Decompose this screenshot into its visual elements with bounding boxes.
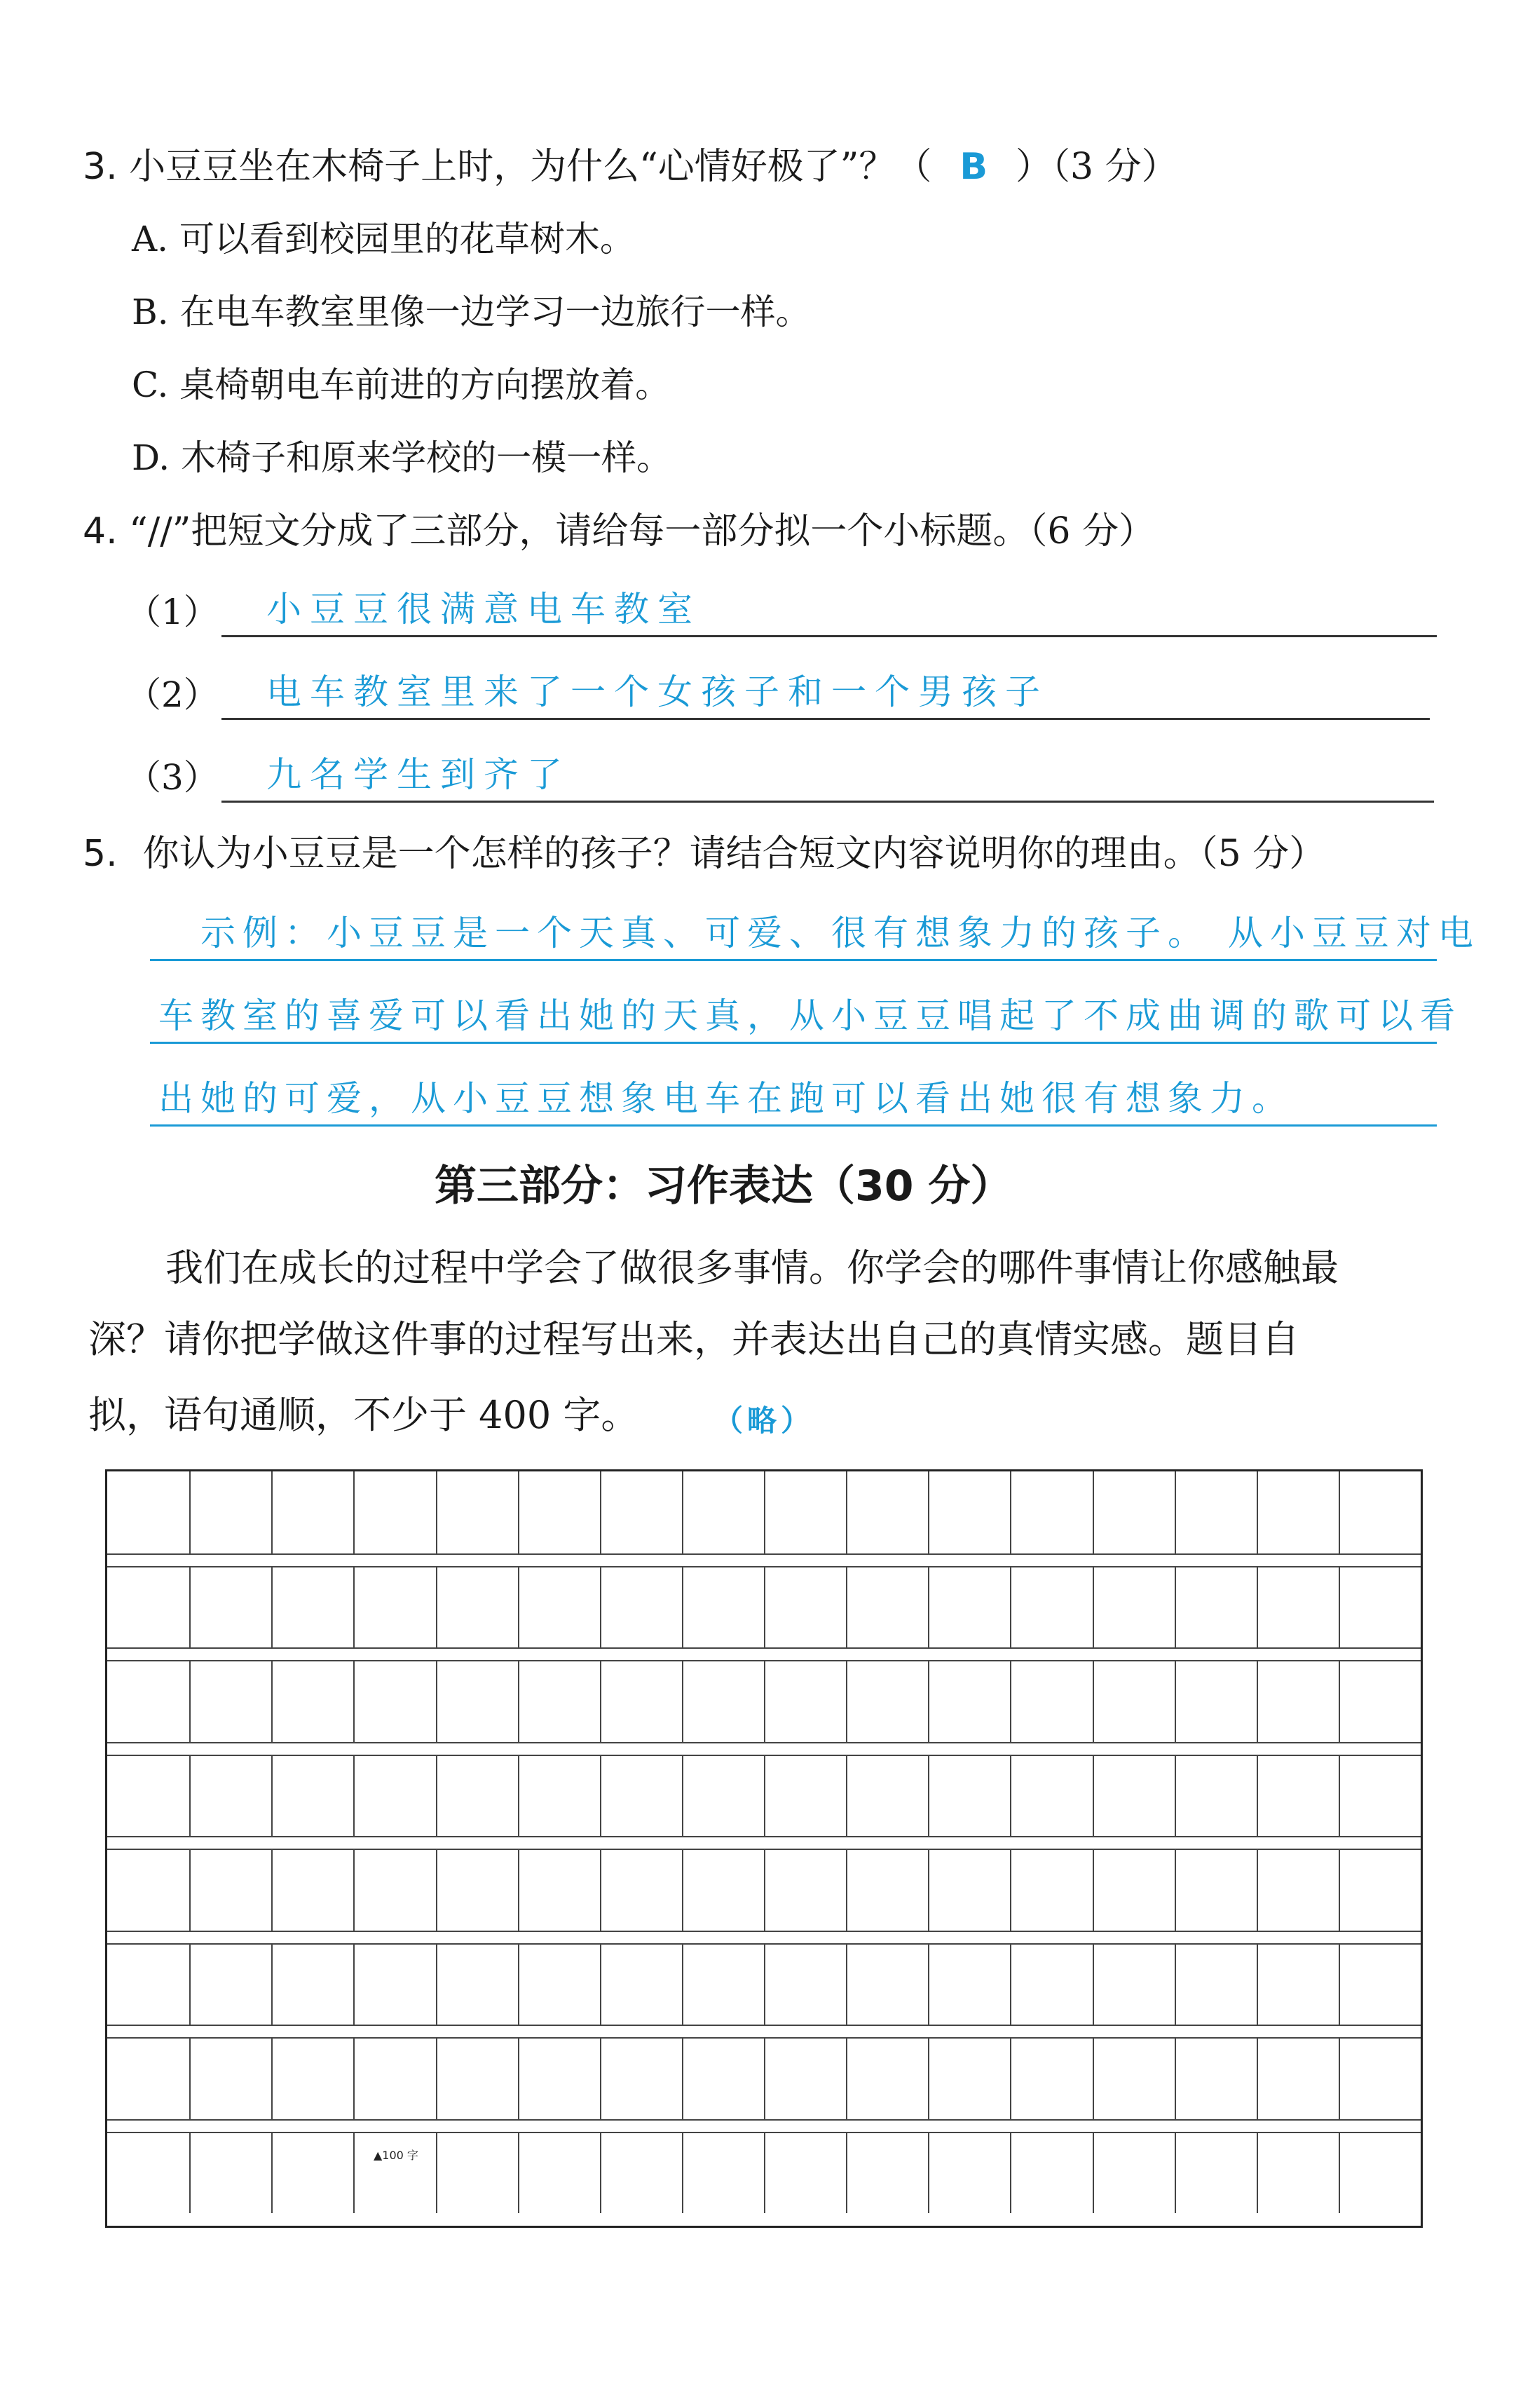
- grid-cell-divider: [1257, 1471, 1258, 1553]
- grid-cell-divider: [1257, 1566, 1258, 1648]
- grid-cell-divider: [1339, 1566, 1340, 1648]
- grid-cell-divider: [600, 1943, 601, 2025]
- grid-cell-divider: [189, 2037, 191, 2119]
- grid-cell-divider: [1339, 1471, 1340, 1553]
- grid-cell-divider: [436, 1471, 437, 1553]
- section-3-prompt-line-1: 我们在成长的过程中学会了做很多事情。你学会的哪件事情让你感触最: [165, 1246, 1339, 1290]
- grid-100-char-mark: ▲100 字: [374, 2149, 418, 2162]
- grid-cell-divider: [271, 2037, 273, 2119]
- grid-cell-divider: [1257, 1755, 1258, 1837]
- grid-cell-divider: [353, 1849, 355, 1931]
- grid-cell-divider: [846, 1755, 847, 1837]
- grid-cell-divider: [1010, 1943, 1011, 2025]
- question-5-text: 你认为小豆豆是一个怎样的孩子？请结合短文内容说明你的理由。（5 分）: [142, 833, 1326, 875]
- q4-item-1-answer: 小豆豆很满意电车教室: [266, 589, 701, 630]
- question-3: [83, 146, 1178, 188]
- q5-answer-rule-1: [150, 959, 1437, 961]
- grid-cell-divider: [682, 1471, 683, 1553]
- question-4: [83, 510, 1155, 552]
- q3-option-d: D. 木椅子和原来学校的一模一样。: [132, 437, 672, 478]
- grid-cell-divider: [271, 1943, 273, 2025]
- q5-answer-rule-2: [150, 1042, 1437, 1044]
- grid-row-line: [107, 2025, 1421, 2026]
- grid-cell-divider: [682, 1849, 683, 1931]
- grid-cell-divider: [1093, 1943, 1094, 2025]
- grid-cell-divider: [436, 1660, 437, 1742]
- q4-item-3-label: （3）: [126, 757, 219, 798]
- grid-cell-divider: [518, 1471, 519, 1553]
- question-3-number: 3.: [83, 146, 118, 188]
- q4-item-3-line: [221, 801, 1434, 803]
- grid-cell-divider: [1010, 1471, 1011, 1553]
- grid-cell-divider: [682, 2037, 683, 2119]
- grid-cell-divider: [271, 1471, 273, 1553]
- grid-cell-divider: [1010, 1849, 1011, 1931]
- grid-cell-divider: [682, 1755, 683, 1837]
- grid-cell-divider: [682, 1943, 683, 2025]
- question-5-number: 5.: [83, 833, 118, 875]
- question-3-tail: ）（3 分）: [1015, 146, 1178, 188]
- grid-cell-divider: [846, 1471, 847, 1553]
- section-3-title: 第三部分：习作表达（30 分）: [435, 1162, 1013, 1211]
- grid-cell-divider: [436, 1566, 437, 1648]
- grid-cell-divider: [928, 1849, 929, 1931]
- q4-item-1-line: [221, 635, 1437, 637]
- grid-row-line: [107, 1931, 1421, 1932]
- q5-answer-line-3: 出她的可爱，从小豆豆想象电车在跑可以看出她很有想象力。: [158, 1078, 1294, 1119]
- grid-cell-divider: [353, 2037, 355, 2119]
- grid-cell-divider: [1093, 1755, 1094, 1837]
- section-3-prompt-line-2: 深？请你把学做这件事的过程写出来，并表达出自己的真情实感。题目自: [88, 1317, 1299, 1361]
- grid-cell-divider: [1339, 2132, 1340, 2214]
- grid-cell-divider: [189, 2132, 191, 2214]
- grid-cell-divider: [436, 1849, 437, 1931]
- grid-cell-divider: [1175, 1471, 1176, 1553]
- grid-cell-divider: [271, 1849, 273, 1931]
- grid-cell-divider: [518, 2037, 519, 2119]
- grid-cell-divider: [1010, 1566, 1011, 1648]
- grid-cell-divider: [1093, 1849, 1094, 1931]
- grid-cell-divider: [1257, 2132, 1258, 2214]
- grid-cell-divider: [436, 1943, 437, 2025]
- grid-cell-divider: [600, 1566, 601, 1648]
- question-5: [83, 833, 1326, 875]
- grid-cell-divider: [1175, 1755, 1176, 1837]
- grid-cell-divider: [846, 1660, 847, 1742]
- grid-cell-divider: [764, 1849, 765, 1931]
- q3-option-b: B. 在电车教室里像一边学习一边旅行一样。: [132, 292, 811, 332]
- grid-cell-divider: [764, 1471, 765, 1553]
- grid-cell-divider: [518, 1755, 519, 1837]
- grid-cell-divider: [189, 1755, 191, 1837]
- grid-row-line: [107, 2119, 1421, 2121]
- grid-cell-divider: [436, 2132, 437, 2214]
- grid-row-line: [107, 1647, 1421, 1649]
- grid-cell-divider: [436, 1755, 437, 1837]
- grid-cell-divider: [1175, 1943, 1176, 2025]
- grid-cell-divider: [1010, 2132, 1011, 2214]
- grid-row-line: [107, 1836, 1421, 1837]
- q4-item-2-label: （2）: [126, 674, 219, 715]
- grid-cell-divider: [271, 1566, 273, 1648]
- grid-cell-divider: [1339, 1943, 1340, 2025]
- grid-cell-divider: [682, 1566, 683, 1648]
- q4-item-1-label: （1）: [126, 592, 219, 632]
- grid-cell-divider: [600, 1471, 601, 1553]
- grid-cell-divider: [189, 1849, 191, 1931]
- q4-item-3-answer: 九名学生到齐了: [266, 754, 571, 795]
- grid-cell-divider: [189, 1660, 191, 1742]
- grid-cell-divider: [518, 2132, 519, 2214]
- question-4-text: “//”把短文分成了三部分，请给每一部分拟一个小标题。（6 分）: [129, 510, 1155, 552]
- grid-cell-divider: [189, 1943, 191, 2025]
- grid-cell-divider: [353, 1660, 355, 1742]
- grid-cell-divider: [764, 1660, 765, 1742]
- grid-row-line: [107, 1553, 1421, 1555]
- grid-cell-divider: [271, 1755, 273, 1837]
- grid-cell-divider: [764, 2132, 765, 2214]
- composition-grid[interactable]: [105, 1469, 1423, 2228]
- q3-option-c: C. 桌椅朝电车前进的方向摆放着。: [132, 365, 671, 405]
- grid-cell-divider: [1010, 1755, 1011, 1837]
- grid-cell-divider: [1257, 1943, 1258, 2025]
- grid-cell-divider: [1257, 1849, 1258, 1931]
- grid-cell-divider: [1175, 1849, 1176, 1931]
- grid-cell-divider: [518, 1849, 519, 1931]
- grid-cell-divider: [846, 2132, 847, 2214]
- grid-cell-divider: [353, 1566, 355, 1648]
- question-3-answer: B: [959, 146, 988, 188]
- section-3-answer-note: （略）: [713, 1403, 815, 1438]
- grid-cell-divider: [928, 1566, 929, 1648]
- grid-cell-divider: [600, 2132, 601, 2214]
- grid-cell-divider: [764, 1566, 765, 1648]
- grid-cell-divider: [1175, 2132, 1176, 2214]
- grid-cell-divider: [1257, 1660, 1258, 1742]
- grid-cell-divider: [764, 1943, 765, 2025]
- grid-cell-divider: [271, 2132, 273, 2214]
- grid-cell-divider: [1339, 1660, 1340, 1742]
- grid-cell-divider: [928, 1943, 929, 2025]
- grid-cell-divider: [1093, 2037, 1094, 2119]
- grid-cell-divider: [1010, 2037, 1011, 2119]
- grid-cell-divider: [928, 1471, 929, 1553]
- q5-answer-rule-3: [150, 1124, 1437, 1127]
- grid-cell-divider: [1093, 1566, 1094, 1648]
- grid-cell-divider: [600, 1755, 601, 1837]
- grid-cell-divider: [928, 1755, 929, 1837]
- grid-cell-divider: [764, 1755, 765, 1837]
- q4-item-2-line: [221, 718, 1430, 720]
- grid-cell-divider: [1175, 1566, 1176, 1648]
- grid-cell-divider: [928, 2037, 929, 2119]
- question-3-text: 小豆豆坐在木椅子上时，为什么“心情好极了”？（: [129, 146, 932, 188]
- grid-cell-divider: [1339, 2037, 1340, 2119]
- grid-cell-divider: [189, 1566, 191, 1648]
- grid-cell-divider: [764, 2037, 765, 2119]
- grid-cell-divider: [436, 2037, 437, 2119]
- grid-cell-divider: [1175, 1660, 1176, 1742]
- grid-cell-divider: [1093, 1471, 1094, 1553]
- grid-cell-divider: [600, 1660, 601, 1742]
- grid-cell-divider: [518, 1566, 519, 1648]
- q5-answer-line-2: 车教室的喜爱可以看出她的天真，从小豆豆唱起了不成曲调的歌可以看: [158, 995, 1462, 1036]
- grid-cell-divider: [1093, 2132, 1094, 2214]
- q4-item-2-answer: 电车教室里来了一个女孩子和一个男孩子: [266, 672, 1049, 712]
- grid-cell-divider: [1257, 2037, 1258, 2119]
- grid-cell-divider: [1010, 1660, 1011, 1742]
- grid-cell-divider: [682, 2132, 683, 2214]
- section-3-prompt-line-3: 拟，语句通顺，不少于 400 字。: [88, 1393, 639, 1437]
- grid-row-line: [107, 1742, 1421, 1743]
- grid-cell-divider: [928, 2132, 929, 2214]
- q5-answer-line-1: 示例：小豆豆是一个天真、可爱、很有想象力的孩子。 从小豆豆对电: [200, 913, 1480, 953]
- grid-cell-divider: [682, 1660, 683, 1742]
- grid-cell-divider: [353, 1755, 355, 1837]
- grid-cell-divider: [928, 1660, 929, 1742]
- grid-cell-divider: [353, 2132, 355, 2214]
- grid-cell-divider: [271, 1660, 273, 1742]
- grid-cell-divider: [846, 2037, 847, 2119]
- grid-cell-divider: [518, 1660, 519, 1742]
- grid-cell-divider: [189, 1471, 191, 1553]
- grid-cell-divider: [600, 2037, 601, 2119]
- grid-cell-divider: [1175, 2037, 1176, 2119]
- grid-cell-divider: [353, 1471, 355, 1553]
- grid-cell-divider: [1339, 1755, 1340, 1837]
- grid-cell-divider: [600, 1849, 601, 1931]
- grid-cell-divider: [846, 1566, 847, 1648]
- q3-option-a: A. 可以看到校园里的花草树木。: [132, 219, 635, 259]
- question-4-number: 4.: [83, 510, 118, 552]
- grid-cell-divider: [1093, 1660, 1094, 1742]
- grid-cell-divider: [846, 1943, 847, 2025]
- grid-cell-divider: [846, 1849, 847, 1931]
- grid-cell-divider: [353, 1943, 355, 2025]
- grid-cell-divider: [1339, 1849, 1340, 1931]
- grid-cell-divider: [518, 1943, 519, 2025]
